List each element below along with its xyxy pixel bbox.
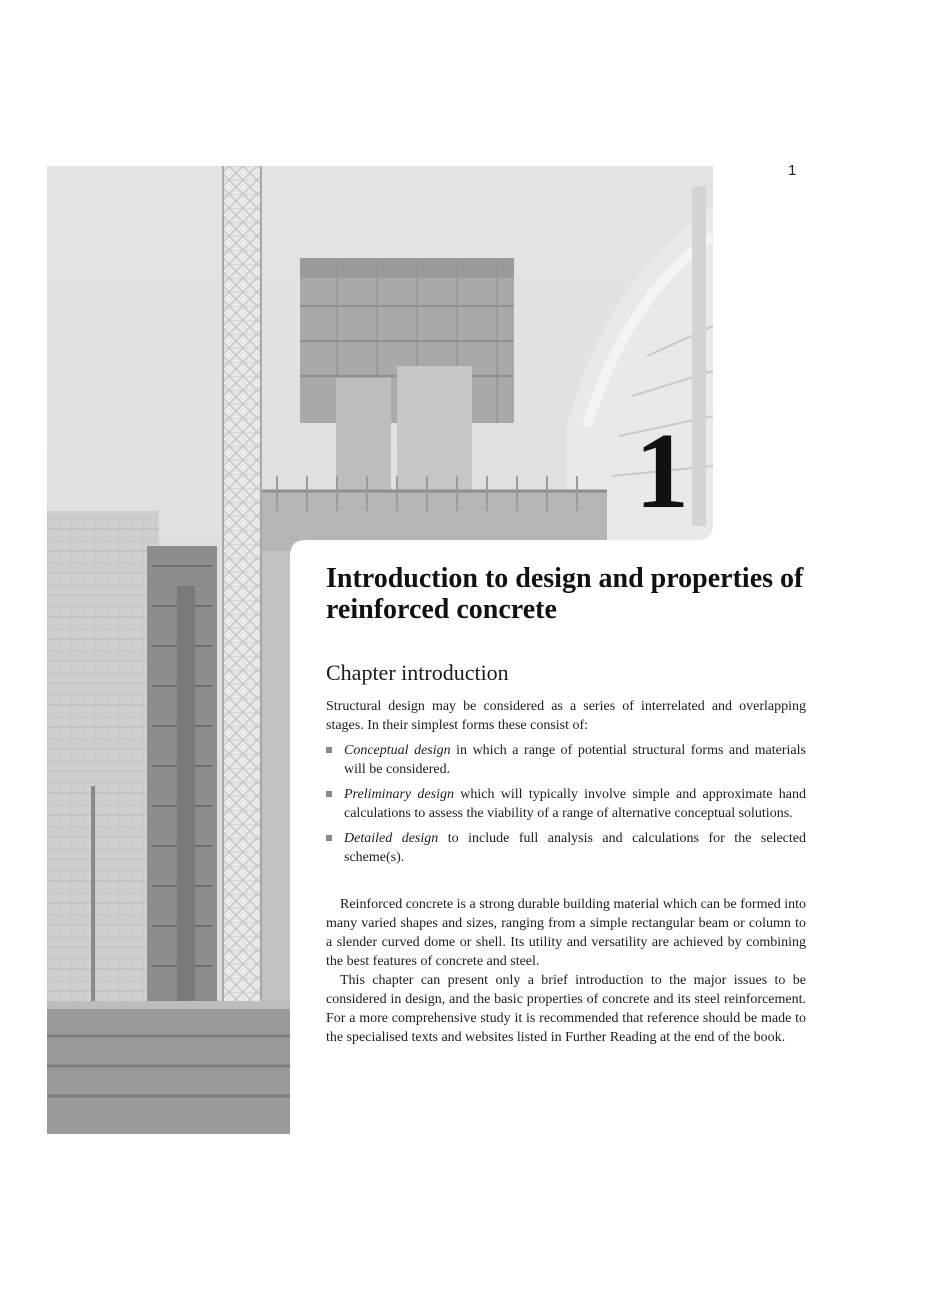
chapter-title: Introduction to design and properties of reinforced concrete bbox=[326, 563, 804, 625]
bullet-text: to include full analysis and calculations for the selected scheme(s). bbox=[344, 831, 806, 865]
square-bullet-icon bbox=[326, 835, 332, 841]
page-number: 1 bbox=[788, 162, 797, 179]
intro-paragraph: Structural design may be considered as a series of interrelated and overlapping stages. In their simplest forms these consist of: bbox=[326, 699, 806, 733]
bullet-text: in which a range of potential structural forms and materials will be considered. bbox=[344, 743, 806, 777]
body-paragraph bbox=[326, 971, 806, 1047]
section-heading: Chapter introduction bbox=[326, 660, 509, 685]
list-item bbox=[326, 785, 806, 823]
square-bullet-icon bbox=[326, 747, 332, 753]
bullet-term: Preliminary design bbox=[344, 787, 454, 802]
bullet-text: which will typically involve simple and approximate hand calculations to assess the viability of a range of alternative conceptual solutions. bbox=[344, 787, 806, 821]
list-item bbox=[326, 741, 806, 779]
design-stages-list bbox=[326, 741, 806, 873]
bullet-term: Detailed design bbox=[344, 831, 439, 846]
chapter-number: 1 bbox=[635, 412, 689, 531]
paragraph-text: This chapter can present only a brief introduction to the major issues to be considered in design, and the basic properties of concrete and its steel reinforcement. For a more comprehensive study it is recommended that reference should be made to the specialised texts and websites listed in Further Reading at the end of the book. bbox=[326, 973, 806, 1045]
square-bullet-icon bbox=[326, 791, 332, 797]
bullet-term: Conceptual design bbox=[344, 743, 451, 758]
body-paragraph bbox=[326, 895, 806, 971]
paragraph-text: Reinforced concrete is a strong durable building material which can be formed into many varied shapes and sizes, ranging from a simple rectangular beam or column to a slender curved dome or shell. Its utility and versatility are achieved by combining the best features of concrete and steel. bbox=[326, 897, 806, 969]
list-item bbox=[326, 829, 806, 867]
